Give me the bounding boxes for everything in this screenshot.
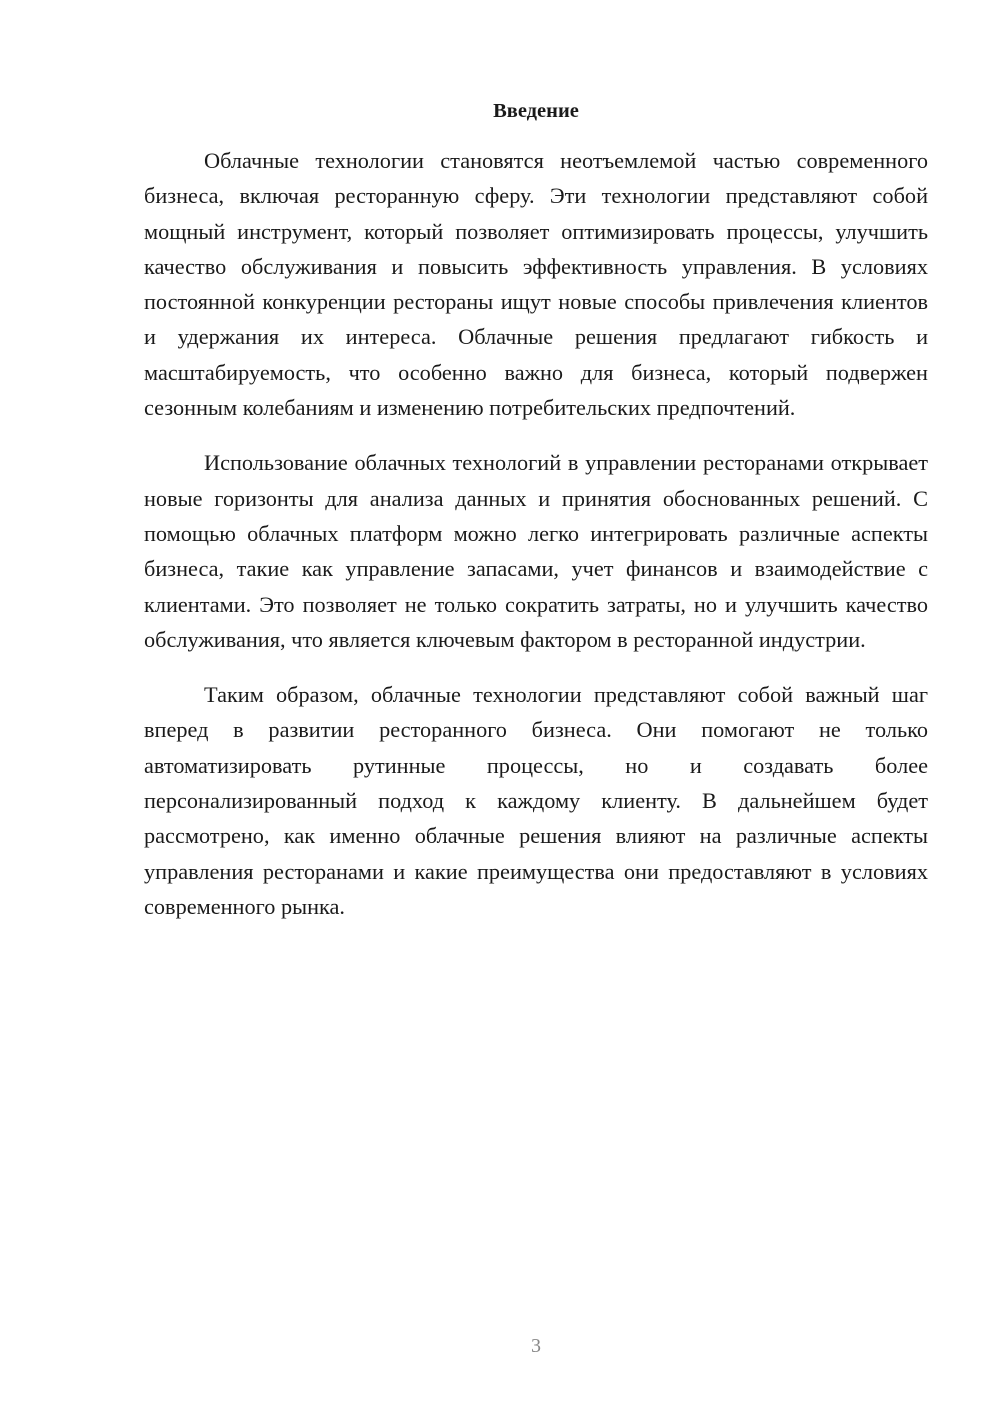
section-heading: Введение bbox=[493, 100, 579, 122]
paragraph-1: Облачные технологии становятся неотъемлемой частью современного бизнеса, включая ресторанную сферу. Эти технологии представляют собой мощный инструмент, который позволяет оптимизировать процессы, улучшить качество обслуживания и повысить эффективность управления. В условиях постоянной конкуренции рестораны ищут новые способы привлечения клиентов и удержания их интереса. Облачные решения предлагают гибкость и масштабируемость, что особенно важно для бизнеса, который подвержен сезонным колебаниям и изменению потребительских предпочтений. bbox=[144, 148, 928, 421]
page-number: 3 bbox=[531, 1335, 541, 1357]
paragraph-2: Использование облачных технологий в управлении ресторанами открывает новые горизонты для анализа данных и принятия обоснованных решений. С помощью облачных платформ можно легко интегрировать различные аспекты бизнеса, такие как управление запасами, учет финансов и взаимодействие с клиентами. Это позволяет не только сократить затраты, но и улучшить качество обслуживания, что является ключевым фактором в ресторанной индустрии. bbox=[144, 450, 928, 652]
body-text bbox=[144, 143, 928, 944]
paragraph-3: Таким образом, облачные технологии представляют собой важный шаг вперед в развитии ресторанного бизнеса. Они помогают не только автоматизировать рутинные процессы, но и создавать более персонализированный подход к каждому клиенту. В дальнейшем будет рассмотрено, как именно облачные решения влияют на различные аспекты управления ресторанами и какие преимущества они предоставляют в условиях современного рынка. bbox=[144, 682, 928, 919]
